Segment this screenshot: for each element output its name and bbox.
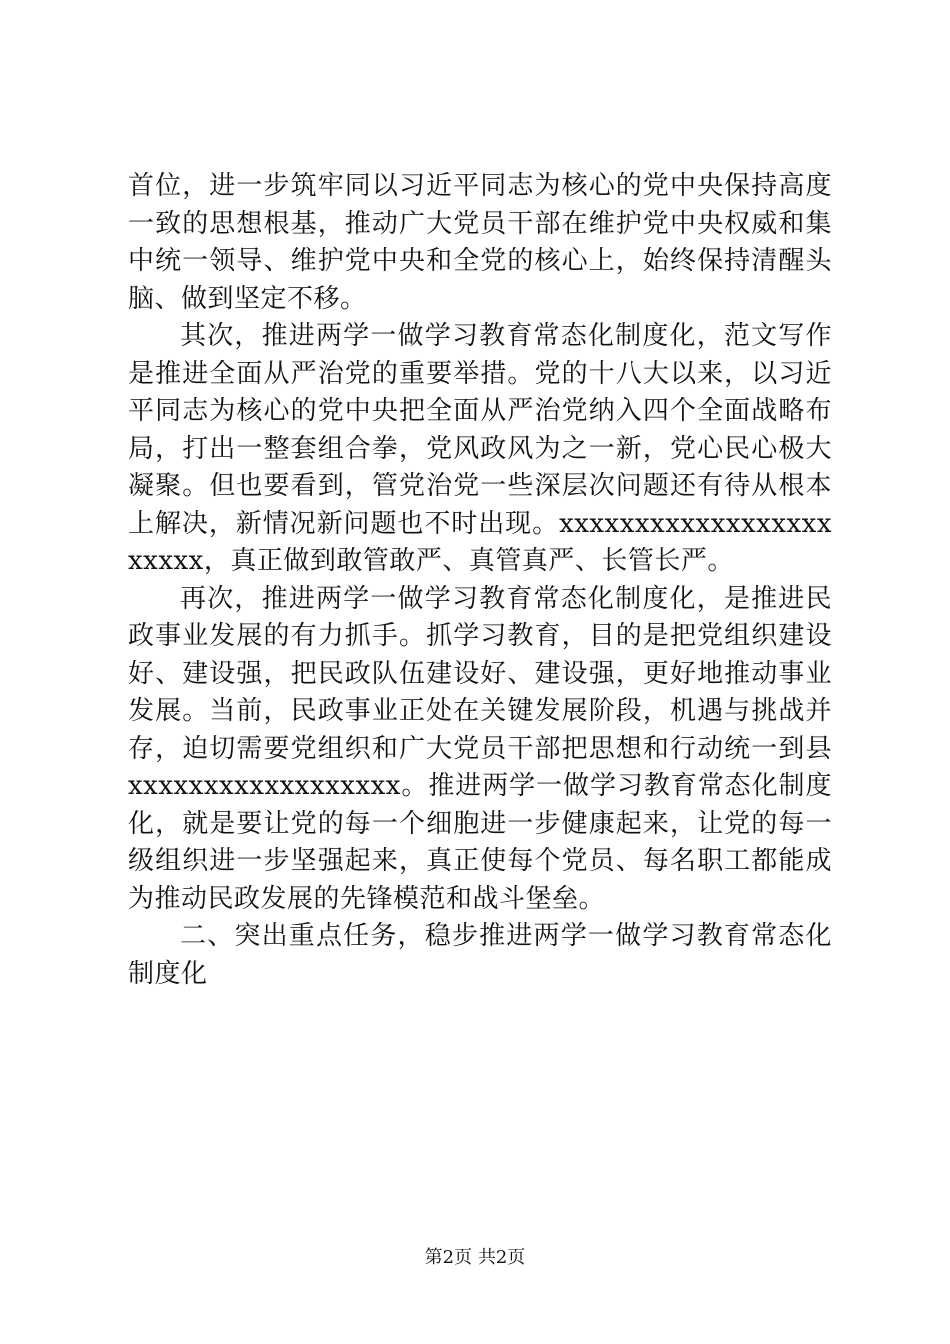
- document-body: [128, 168, 832, 993]
- paragraph-third-point: 再次，推进两学一做学习教育常态化制度化，是推进民政事业发展的有力抓手。抓学习教育，目的是把党组织建设好、建设强，把民政队伍建设好、建设强，更好地推动事业发展。当前，民政事业正处在关键发展阶段，机遇与挑战并存，迫切需要党组织和广大党员干部把思想和行动统一到县xxxxxxxxxxxxxxxxxx。推进两学一做学习教育常态化制度化，就是要让党的每一个细胞进一步健康起来，让党的每一级组织进一步坚强起来，真正使每个党员、每名职工都能成为推动民政发展的先锋模范和战斗堡垒。: [128, 583, 832, 914]
- page-number-footer: 第2页 共2页: [424, 1247, 526, 1268]
- paragraph-continuation: 首位，进一步筑牢同以习近平同志为核心的党中央保持高度一致的思想根基，推动广大党员干部在维护党中央权威和集中统一领导、维护党中央和全党的核心上，始终保持清醒头脑、做到坚定不移。: [128, 171, 832, 314]
- paragraph-second-point: 其次，推进两学一做学习教育常态化制度化，范文写作是推进全面从严治党的重要举措。党的十八大以来，以习近平同志为核心的党中央把全面从严治党纳入四个全面战略布局，打出一整套组合拳，党风政风为之一新，党心民心极大凝聚。但也要看到，管党治党一些深层次问题还有待从根本上解决，新情况新问题也不时出现。xxxxxxxxxxxxxxxxxxxxxxx，真正做到敢管敢严、真管真严、长管长严。: [128, 321, 832, 576]
- section-heading: 二、突出重点任务，稳步推进两学一做学习教育常态化制度化: [128, 921, 832, 989]
